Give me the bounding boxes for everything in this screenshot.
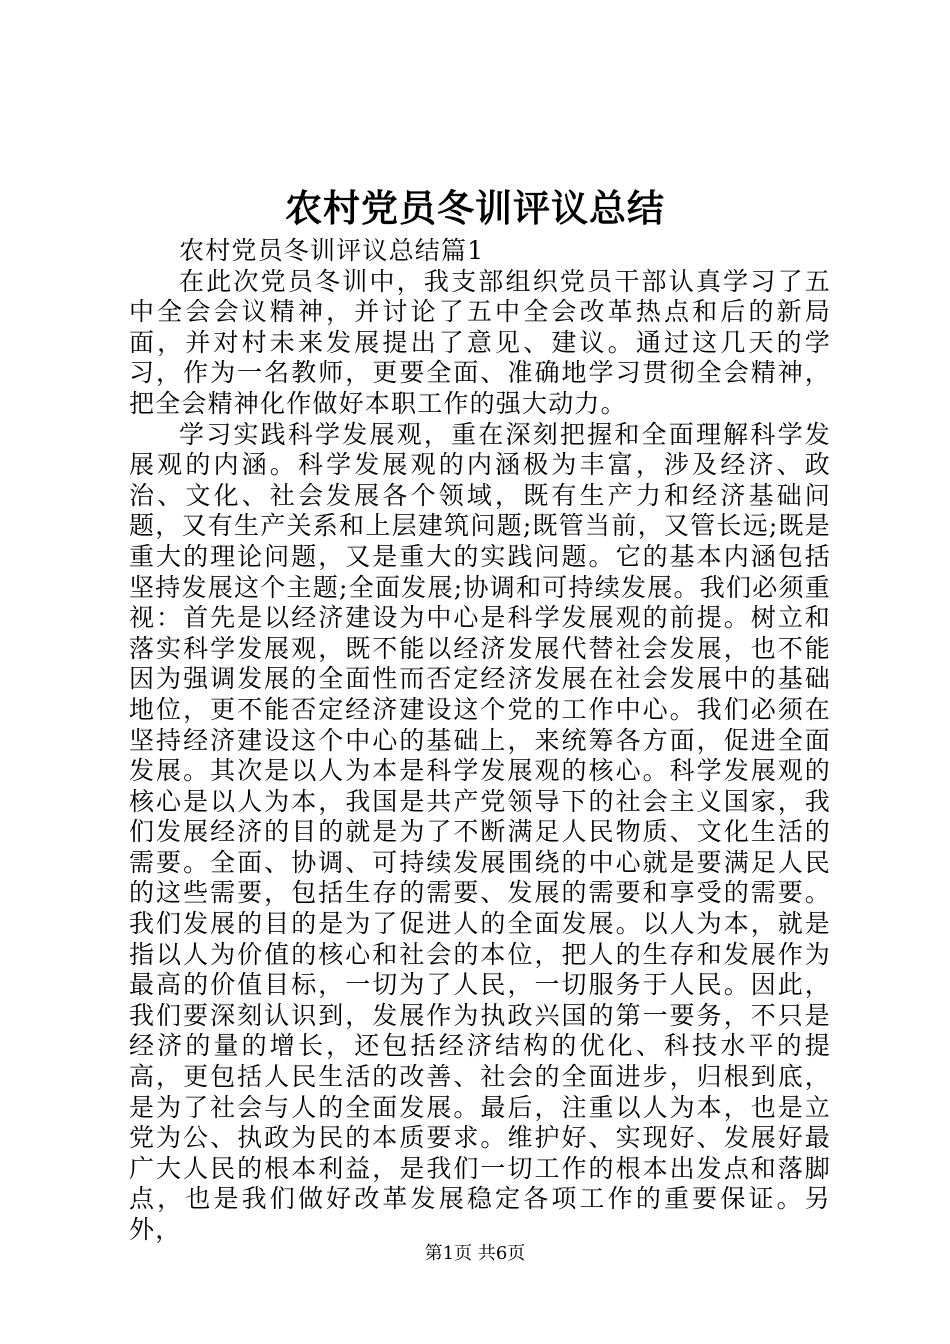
paragraph: 学习实践科学发展观，重在深刻把握和全面理解科学发展观的内涵。科学发展观的内涵极为丰富，涉及经济、政治、文化、社会发展各个领域，既有生产力和经济基础问题，又有生产关系和上层建筑问题;既管当前，又管长远;既是重大的理论问题，又是重大的实践问题。它的基本内涵包括坚持发展这个主题;全面发展;协调和可持续发展。我们必须重视：首先是以经济建设为中心是科学发展观的前提。树立和落实科学发展观，既不能以经济发展代替社会发展，也不能因为强调发展的全面性而否定经济发展在社会发展中的基础地位，更不能否定经济建设这个党的工作中心。我们必须在坚持经济建设这个中心的基础上，来统筹各方面，促进全面发展。其次是以人为本是科学发展观的核心。科学发展观的核心是以人为本，我国是共产党领导下的社会主义国家，我们发展经济的目的就是为了不断满足人民物质、文化生活的需要。全面、协调、可持续发展围绕的中心就是要满足人民的这些需要，包括生存的需要、发展的需要和享受的需要。我们发展的目的是为了促进人的全面发展。以人为本，就是指以人为价值的核心和社会的本位，把人的生存和发展作为最高的价值目标，一切为了人民，一切服务于人民。因此，我们要深刻认识到，发展作为执政兴国的第一要务，不只是经济的量的增长，还包括经济结构的优化、科技水平的提高，更包括人民生活的改善、社会的全面进步，归根到底，是为了社会与人的全面发展。最后，注重以人为本，也是立党为公、执政为民的本质要求。维护好、实现好、发展好最广大人民的根本利益，是我们一切工作的根本出发点和落脚点，也是我们做好改革发展稳定各项工作的重要保证。另外， (129, 419, 831, 1244)
section-subtitle: 农村党员冬训评议总结篇1 (179, 236, 485, 265)
page-number: 第1页 共6页 (424, 1243, 526, 1264)
document-title: 农村党员冬训评议总结 (285, 186, 665, 230)
paragraph: 在此次党员冬训中，我支部组织党员干部认真学习了五中全会会议精神，并讨论了五中全会改革热点和后的新局面，并对村未来发展提出了意见、建议。通过这几天的学习，作为一名教师，更要全面、准确地学习贯彻全会精神，把全会精神化作做好本职工作的强大动力。 (129, 266, 831, 418)
document-body (129, 236, 831, 1246)
